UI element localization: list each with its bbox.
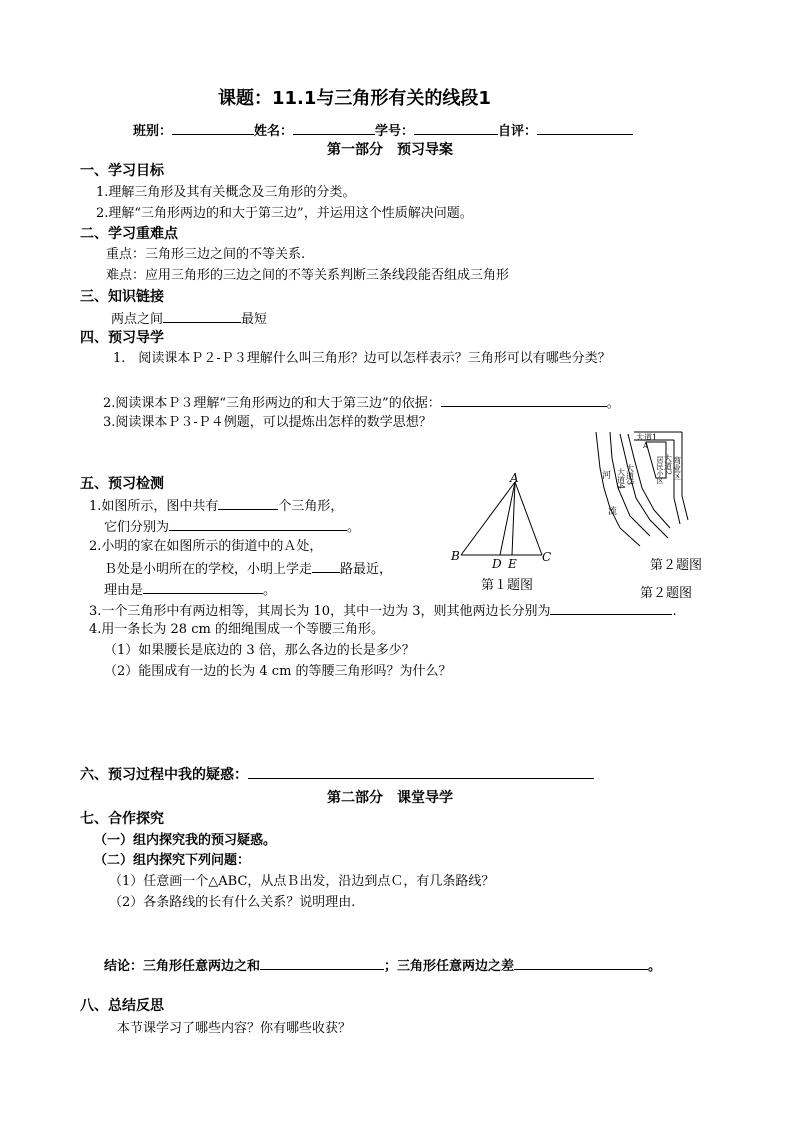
s5-q2c-pre: 理由是 <box>104 583 144 598</box>
s5-q4b: （2）能围成有一边的长为 4 cm 的等腰三角形吗？为什么？ <box>104 664 452 679</box>
s5-q1b-blank[interactable] <box>169 518 347 531</box>
label-B: B <box>451 549 460 563</box>
eval-field[interactable] <box>537 122 633 135</box>
s4-q2-text: 2.阅读课本Ｐ３理解“三角形两边的和大于第三边”的依据： <box>103 396 441 411</box>
s5-q1a-post: 个三角形， <box>278 499 344 514</box>
s6-blank[interactable] <box>248 766 594 779</box>
label-road3: 大道3 <box>625 464 635 486</box>
s5-q2b-pre: Ｂ处是小明所在的学校，小明上学走 <box>104 562 313 577</box>
s5-q1b-pre: 它们分别为 <box>104 520 170 535</box>
part1-heading: 第一部分 预习导案 <box>327 142 453 158</box>
s4-heading: 四、预习导学 <box>80 330 164 346</box>
name-field[interactable] <box>293 122 375 135</box>
s3-heading: 三、知识链接 <box>80 289 164 305</box>
figure-2-caption-outer: 第２题图 <box>640 586 693 601</box>
s5-q2b-blank[interactable] <box>312 560 340 573</box>
s5-q1b <box>104 518 360 536</box>
s4-q2-end: 。 <box>606 396 620 411</box>
s7-conclusion <box>104 957 661 975</box>
s5-q1a <box>89 497 343 515</box>
id-label: 学号： <box>375 124 415 139</box>
road-2-left <box>674 440 680 524</box>
part2-heading: 第二部分 课堂导学 <box>327 790 453 806</box>
s5-q2c-post: 。 <box>263 583 277 598</box>
s5-q2c <box>104 581 276 599</box>
s4-q2 <box>103 394 620 412</box>
s5-q1a-pre: 1.如图所示，图中共有 <box>89 499 219 514</box>
label-commercial: 商业区 <box>672 456 682 480</box>
s5-q4a: （1）如果腰长是底边的 3 倍，那么各边的长是多少？ <box>104 643 415 658</box>
s2-difficult: 难点：应用三角形的三边之间的不等关系判断三条线段能否组成三角形 <box>106 268 510 283</box>
s7-q2: （2）各条路线的长有什么关系？说明理由. <box>109 895 356 910</box>
s4-q2-blank[interactable] <box>441 394 607 407</box>
s3-pre: 两点之间 <box>111 312 164 327</box>
name-label: 姓名： <box>254 124 294 139</box>
s5-q1b-post: 。 <box>347 520 361 535</box>
class-label: 班别： <box>133 124 173 139</box>
label-C: C <box>542 550 552 564</box>
id-field[interactable] <box>414 122 498 135</box>
label-A: A <box>510 471 519 485</box>
s5-q2b-post: 路最近， <box>340 562 393 577</box>
label-road2: 大道2 <box>663 454 673 476</box>
s7-sub2: （二）组内探究下列问题： <box>94 853 251 868</box>
label-A-home: A <box>643 442 649 450</box>
s5-q3-post: . <box>672 604 677 619</box>
label-E: E <box>508 557 517 570</box>
s5-q3 <box>89 602 677 620</box>
s5-heading: 五、预习检测 <box>80 476 164 492</box>
s6-heading: 六、预习过程中我的疑惑： <box>80 767 248 783</box>
s5-q2a: 2.小明的家在如图所示的街道中的Ａ处， <box>89 539 323 554</box>
s7-heading: 七、合作探究 <box>80 811 164 827</box>
page-title: 课题：11.1与三角形有关的线段1 <box>218 88 491 109</box>
s4-q1: 1. 阅读课本Ｐ２-Ｐ３理解什么叫三角形？边可以怎样表示？三角形可以有哪些分类？ <box>113 351 611 366</box>
s8-heading: 八、总结反思 <box>80 998 164 1014</box>
line-AC <box>515 482 542 555</box>
label-D: D <box>492 557 502 570</box>
s4-q3: 3.阅读课本Ｐ３-Ｐ４例题，可以提炼出怎样的数学思想？ <box>103 415 432 430</box>
s1-item-1: 1.理解三角形及其有关概念及三角形的分类。 <box>96 185 356 200</box>
s7-q1: （1）任意画一个△ABC，从点Ｂ出发，沿边到点Ｃ，有几条路线？ <box>109 874 495 889</box>
s8-q: 本节课学习了哪些内容？你有哪些收获？ <box>117 1021 352 1036</box>
road-2-right <box>682 432 688 520</box>
label-river1: 河 <box>602 471 612 481</box>
s2-key: 重点：三角形三边之间的不等关系. <box>106 247 306 262</box>
s6-line <box>80 766 594 784</box>
figure-1-caption: 第１题图 <box>481 578 534 593</box>
s5-q3-blank[interactable] <box>550 602 672 615</box>
s5-q2c-blank[interactable] <box>143 581 263 594</box>
s2-heading: 二、学习重难点 <box>80 226 178 242</box>
s7-sub1: （一）组内探究我的预习疑惑。 <box>94 833 277 848</box>
figure-2-caption-inner: 第２题图 <box>650 558 703 573</box>
s5-q3-pre: 3.一个三角形中有两边相等，其周长为 10，其中一边为 3，则其他两边长分别为 <box>89 604 551 619</box>
conclusion-blank-1[interactable] <box>260 957 384 970</box>
s5-q1a-blank[interactable] <box>218 497 278 510</box>
label-residence: 居民小区 <box>656 456 664 484</box>
s3-line <box>111 310 267 328</box>
conclusion-mid: ；三角形任意两边之差 <box>384 959 515 974</box>
label-road4: 大道4 <box>616 468 626 490</box>
s1-heading: 一、学习目标 <box>80 163 164 179</box>
conclusion-end: 。 <box>648 959 662 974</box>
label-river2: 流 <box>608 507 618 517</box>
line-AB <box>461 482 515 555</box>
figure-1-triangle <box>448 470 568 570</box>
s3-blank[interactable] <box>163 310 241 323</box>
class-field[interactable] <box>172 122 254 135</box>
conclusion-blank-2[interactable] <box>514 957 648 970</box>
s5-q4: 4.用一条长为 28 cm 的细绳围成一个等腰三角形。 <box>89 622 384 637</box>
info-line <box>133 122 633 140</box>
label-road1: 大道1 <box>636 433 658 442</box>
eval-label: 自评： <box>498 124 538 139</box>
s3-post: 最短 <box>241 312 268 327</box>
conclusion-pre: 结论：三角形任意两边之和 <box>104 959 261 974</box>
s5-q2b <box>104 560 392 578</box>
s1-item-2: 2.理解“三角形两边的和大于第三边”，并运用这个性质解决问题。 <box>96 206 473 221</box>
figure-2-map <box>590 428 700 558</box>
